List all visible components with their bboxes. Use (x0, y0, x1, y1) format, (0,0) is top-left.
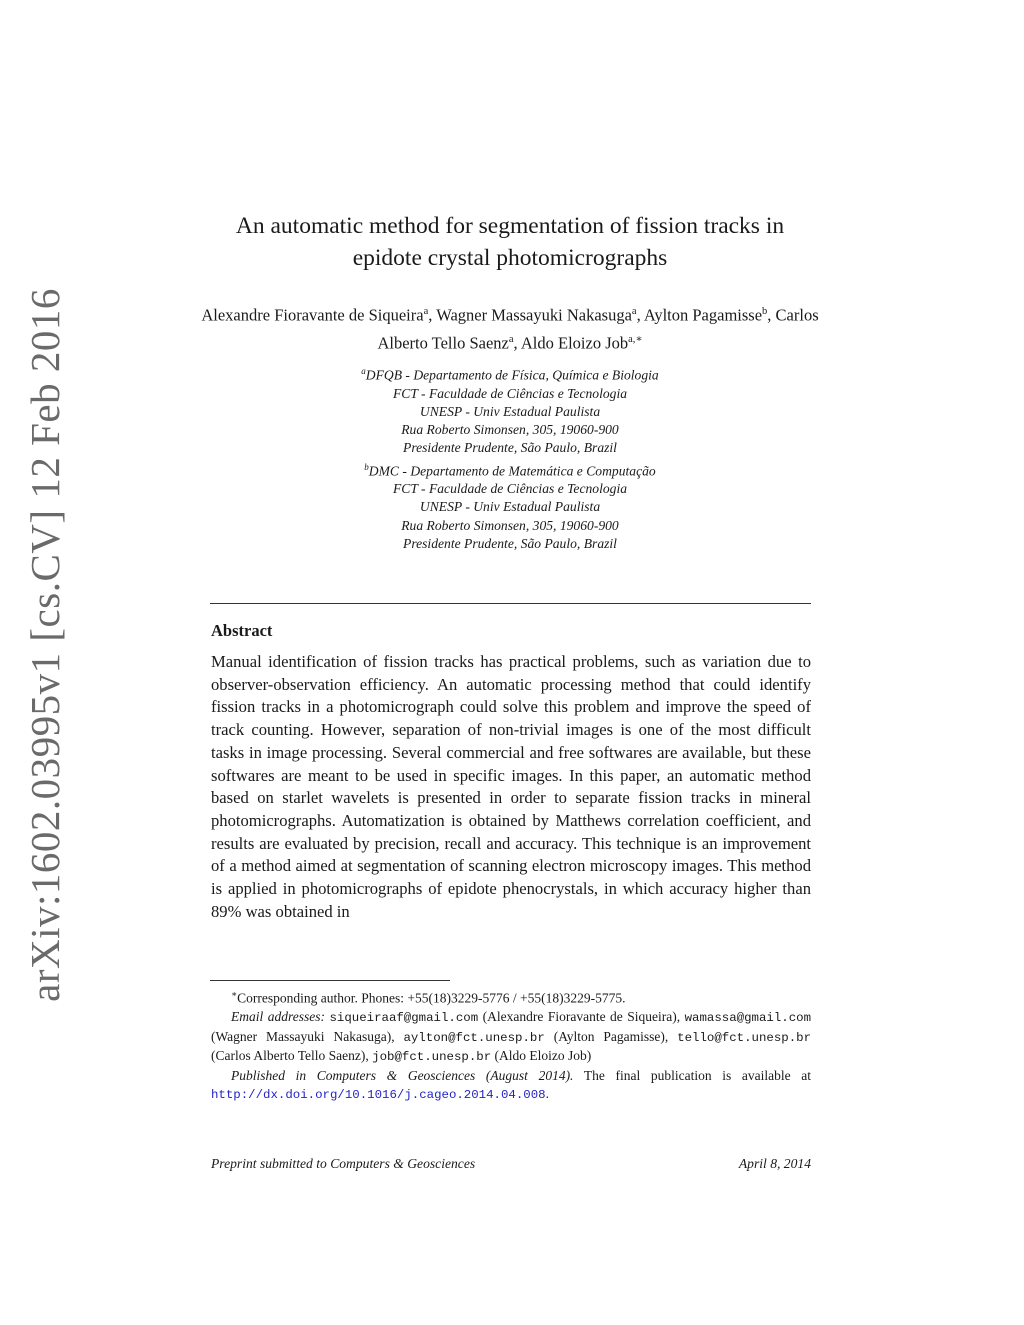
affiliation-marker: b (364, 461, 369, 472)
email-link[interactable]: siqueiraaf@gmail.com (329, 1011, 479, 1026)
author-name: Carlos Alberto Tello Saenz (377, 305, 819, 352)
author-name: Wagner Massayuki Nakasuga (436, 305, 632, 325)
affiliation-line: $^b$DMC - Departamento de Matemática e Computação (364, 461, 656, 479)
affiliation-line: Presidente Prudente, São Paulo, Brazil (403, 535, 617, 551)
affiliation-line: Presidente Prudente, São Paulo, Brazil (403, 440, 617, 456)
email-link[interactable]: wamassa@gmail.com (684, 1011, 812, 1026)
corresponding-author-note: ∗Corresponding author. Phones: +55(18)3229-5776 / +55(18)3229-5775. (231, 989, 626, 1006)
affiliation-line: FCT - Faculdade de Ciências e Tecnologia (392, 385, 628, 401)
paper-title (200, 210, 820, 274)
preprint-date: April 8, 2014 (738, 1156, 811, 1171)
author-name: Aylton Pagamisse (643, 305, 763, 325)
abstract-heading: Abstract (211, 621, 273, 640)
abstract-text: Manual identification of fission tracks has practical problems, such as variation due to observer-observation efficiency. An automatic processing method that could identify fission tracks in a photomicrograph could solve this problem and improve the speed of track counting. However, separation of non-trivial images is one of the most difficult tasks in image processing. Several commercial and free softwares are available, but these softwares are meant to be used in specific images. In this paper, an automatic method based on starlet wavelets is presented in order to separate fission tracks in mineral photomicrographs. Automatization is obtained by Matthews correlation coefficient, and results are evaluated by precision, recall and accuracy. This technique is an improvement of a method aimed at segmentation of scanning electron microscopy images. This method is applied in photomicrographs of epidote phenocrystals, in which accuracy higher than 89% was obtained in (211, 652, 811, 921)
preprint-note: Preprint submitted to Computers & Geosciences (211, 1156, 476, 1171)
affiliation-line: Rua Roberto Simonsen, 305, 19060-900 (401, 422, 619, 438)
publication-note: Published in Computers & Geosciences (August 2014). The final publication is available at http://dx.doi.org/10.1016/j.cageo.2014.04.008. (211, 1067, 811, 1103)
email-addresses: Email addresses: siqueiraaf@gmail.com (Alexandre Fioravante de Siqueira), wamassa@gmail.com (Wagner Massayuki Nakasuga), aylton@fct.unesp.br (Aylton Pagamisse), tello@fct.unesp.br (Carlos Alberto Tello Saenz), job@fct.unesp.br (Aldo Eloizo Job) (211, 1009, 812, 1065)
author-affil-mark: a (631, 306, 637, 317)
email-link[interactable]: job@fct.unesp.br (372, 1050, 492, 1065)
affiliation-marker: a (361, 366, 366, 376)
author-affil-mark: a,∗ (628, 333, 643, 345)
footnote-rule (210, 980, 450, 981)
author-affil-mark: a (423, 306, 429, 317)
abstract-top-rule (210, 603, 811, 604)
title-line-1: An automatic method for segmentation of fission tracks in (235, 213, 785, 239)
email-link[interactable]: aylton@fct.unesp.br (403, 1030, 545, 1045)
doi-link[interactable]: http://dx.doi.org/10.1016/j.cageo.2014.04.008 (211, 1088, 546, 1103)
author-name: Alexandre Fioravante de Siqueira (201, 305, 424, 325)
affiliations (200, 362, 820, 553)
author-affil-mark: b (762, 306, 768, 317)
affiliation-line: UNESP - Univ Estadual Paulista (419, 499, 601, 515)
author-name: Aldo Eloizo Job (520, 333, 629, 352)
arxiv-identifier: arXiv:1602.03995v1 [cs.CV] 12 Feb 2016 (22, 288, 68, 1002)
affiliation-line: $^a$DFQB - Departamento de Física, Química e Biologia (361, 366, 659, 383)
email-link[interactable]: tello@fct.unesp.br (677, 1030, 812, 1045)
author-affil-mark: a (508, 333, 514, 345)
affiliation-line: FCT - Faculdade de Ciências e Tecnologia (392, 481, 628, 497)
author-list: Alexandre Fioravante de Siqueira$^a$, Wagner Massayuki Nakasuga$^a$, Aylton Pagamisse$^b$, Carlos Alberto Tello Saenz$^a$, Aldo Eloizo Job$^{a,∗}$ (201, 305, 819, 352)
title-line-2: epidote crystal photomicrographs (352, 245, 668, 271)
affiliation-line: UNESP - Univ Estadual Paulista (419, 403, 601, 419)
footnotes (211, 985, 811, 1105)
affiliation-line: Rua Roberto Simonsen, 305, 19060-900 (401, 517, 619, 533)
email-label: Email addresses: (231, 1009, 325, 1025)
